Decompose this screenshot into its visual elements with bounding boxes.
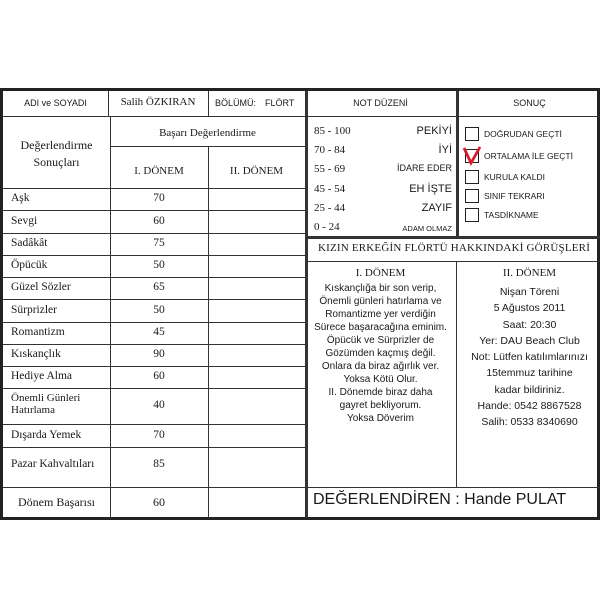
opinion-line: gayret bekliyorum. [339,400,422,411]
subject-label: Pazar Kahvaltıları [11,458,95,470]
grade-range: 25 - 44 [314,202,346,214]
opinions-term1-title: I. DÖNEM [355,267,406,279]
term1-score: 90 [153,348,165,360]
row-divider [3,233,305,234]
grade-range: 55 - 69 [314,163,346,175]
opinion-line: Saat: 20:30 [502,318,557,331]
subject-label: Sadâkât [11,237,48,249]
opinion-line: 15temmuz tarihine [486,367,573,380]
result-label: SONUÇ [513,98,546,108]
success-label: Başarı Değerlendirme [159,127,256,139]
row-divider [3,210,305,211]
evaluator: DEĞERLENDİREN : Hande PULAT [313,491,567,508]
term1-score: 85 [153,458,165,470]
subject-label: Sürprizler [11,303,57,316]
result-checkbox [465,208,479,222]
row-divider [3,388,305,389]
dept-value: FLÖRT [265,98,295,108]
grade-label: ZAYIF [421,202,452,214]
result-checkbox [465,189,479,203]
report-card [0,88,600,520]
subject-label: Öpücük [11,259,48,271]
opinion-line: Romantizme yer verdiğin [325,309,436,320]
term1-score: 70 [153,428,165,441]
name-label: ADI ve SOYADI [24,98,87,108]
subject-label: Önemli Günleri [11,392,81,404]
row-divider [3,424,305,425]
opinion-line: 5 Ağustos 2011 [493,302,566,315]
result-checkbox [465,127,479,141]
row-divider [3,322,305,323]
subject-label: Dışarda Yemek [11,428,82,441]
grade-range: 85 - 100 [314,125,351,137]
term1-score: 40 [153,399,165,411]
opinion-line: II. Dönemde biraz daha [328,387,433,398]
term-success-label: Dönem Başarısı [18,495,95,509]
divider [208,91,209,116]
row-divider [3,299,305,300]
subject-label: Hediye Alma [11,370,72,382]
grade-label: ADAM OLMAZ [402,224,452,233]
divider [305,261,600,262]
term1-score: 60 [153,370,165,382]
term-success-value: 60 [153,495,165,509]
opinion-line: Not: Lütfen katılımlarınızı [471,351,588,364]
grade-range: 0 - 24 [314,221,340,233]
grade-range: 45 - 54 [314,183,346,195]
opinion-line: Yoksa Kötü Olur. [343,374,418,385]
grade-label: İYİ [438,144,452,156]
result-label: DOĞRUDAN GEÇTİ [484,129,562,139]
results-title-line1: Değerlendirme [20,138,93,152]
opinion-line: kadar bildiriniz. [494,383,565,396]
term1-score: 50 [153,259,165,271]
opinion-line: Yer: DAU Beach Club [479,334,580,347]
divider [3,188,305,189]
term1-score: 75 [153,237,165,249]
opinions-term2-title: II. DÖNEM [502,267,557,279]
grade-range: 70 - 84 [314,144,346,156]
opinion-line: Kıskançlığa bir son verip, [324,283,437,294]
dept-label: BÖLÜMÜ: [215,98,257,108]
result-label: KURULA KALDI [484,172,545,182]
results-title-line2: Sonuçları [33,155,80,169]
row-divider [3,277,305,278]
opinion-line: Hande: 0542 8867528 [477,400,582,413]
opinion-line: Yoksa Döverim [347,413,414,424]
opinions-title: KIZIN ERKEĞİN FLÖRTÜ HAKKINDAKİ GÖRÜŞLERİ [317,242,591,254]
term1-score: 70 [153,192,165,204]
subject-label: Kıskançlık [11,348,61,360]
subject-label: Hatırlama [11,404,55,416]
grade-label: EH İŞTE [409,183,452,195]
row-divider [3,366,305,367]
header-divider [3,116,600,117]
divider [3,487,600,488]
divider [208,146,209,518]
subject-label: Aşk [11,192,30,204]
row-divider [3,447,305,448]
row-divider [3,255,305,256]
term1-score: 65 [153,281,165,293]
subject-label: Romantizm [11,326,65,338]
divider [456,91,459,238]
opinions-term1-text [305,282,456,425]
opinion-line: Gözümden kaçmış değil. [325,348,436,359]
term1-score: 60 [153,214,165,227]
opinions-term2-text [456,284,600,431]
term1-label: I. DÖNEM [134,165,184,177]
result-checkbox [465,170,479,184]
subject-label: Sevgi [11,214,38,227]
result-label: TASDİKNAME [484,210,539,220]
term2-label: II. DÖNEM [229,165,284,177]
opinion-line: Onlara da biraz ağırlık ver. [321,361,440,372]
row-divider [3,344,305,345]
opinion-line: Önemli günleri hatırlama ve [319,296,442,307]
divider [305,236,600,239]
subject-label: Güzel Sözler [11,281,71,293]
result-label: ORTALAMA İLE GEÇTİ [484,151,573,161]
opinion-line: Sürece başaracağına eminim. [314,322,447,333]
opinion-line: Salih: 0533 8340690 [481,416,578,429]
divider [110,146,305,147]
result-label: SINIF TEKRARI [484,191,545,201]
term1-score: 45 [153,326,165,338]
grade-label: İDARE EDER [396,163,452,173]
name-value: Salih ÖZKIRAN [120,96,196,108]
term1-score: 50 [153,303,165,316]
opinion-line: Nişan Töreni [499,286,560,298]
opinion-line: Öpücük ve Sürprizler de [326,335,435,346]
grade-scale-label: NOT DÜZENİ [353,98,408,108]
grade-label: PEKİYİ [416,125,452,137]
check-mark-icon [461,145,483,167]
